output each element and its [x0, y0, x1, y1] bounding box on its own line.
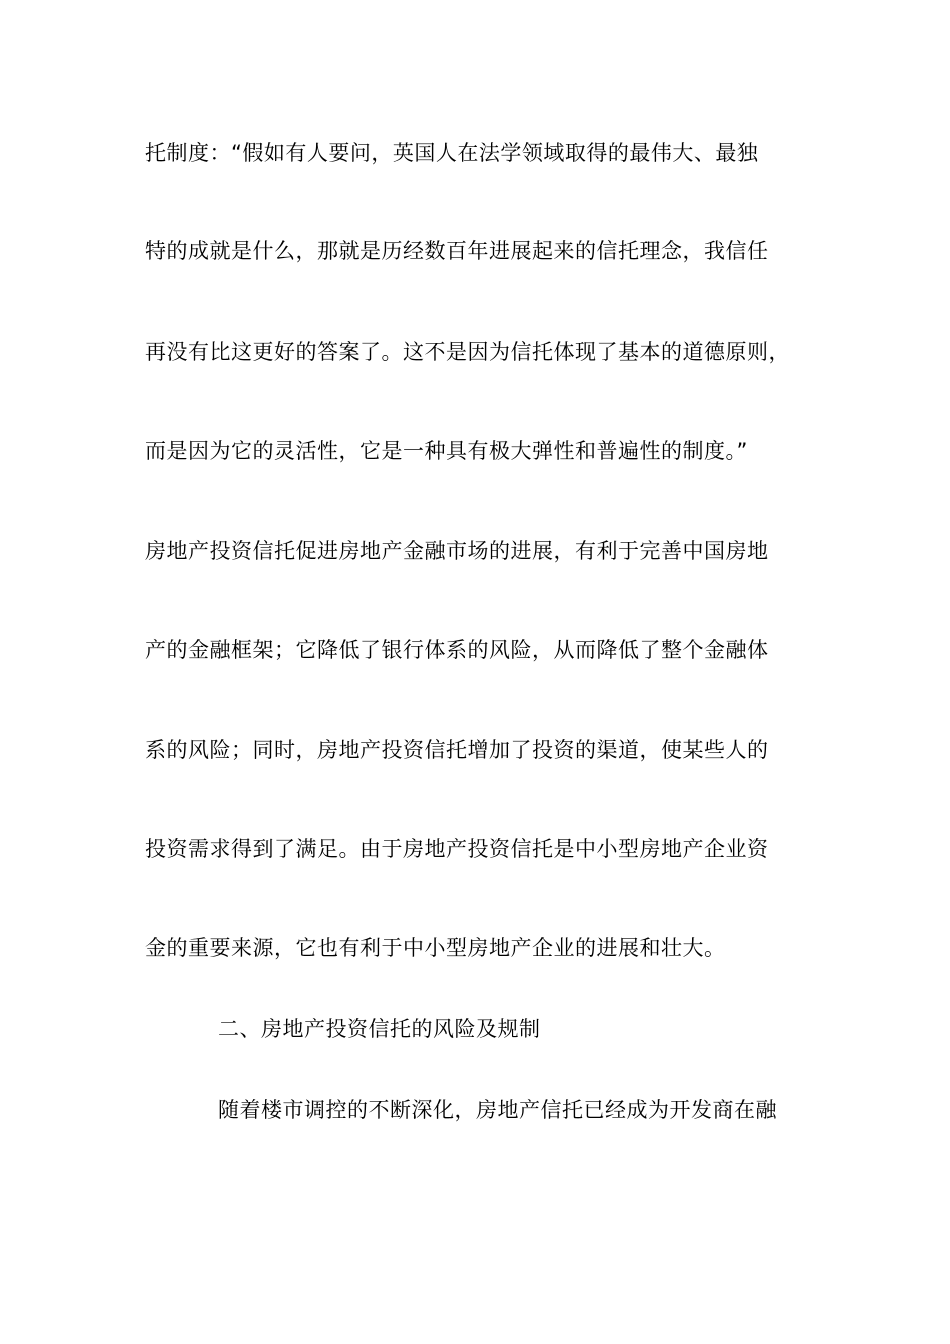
text-line: 金的重要来源，它也有利于中小型房地产企业的进展和壮大。 — [145, 936, 726, 960]
text-line: 系的风险；同时，房地产投资信托增加了投资的渠道，使某些人的 — [145, 738, 769, 762]
text-line: 再没有比这更好的答案了。这不是因为信托体现了基本的道德原则， — [145, 340, 790, 364]
text-line: 房地产投资信托促进房地产金融市场的进展，有利于完善中国房地 — [145, 539, 769, 563]
paragraph-first-line: 随着楼市调控的不断深化，房地产信托已经成为开发商在融 — [218, 1098, 777, 1122]
text-line: 产的金融框架；它降低了银行体系的风险，从而降低了整个金融体 — [145, 638, 769, 662]
section-heading: 二、房地产投资信托的风险及规制 — [218, 1017, 541, 1041]
text-line: 特的成就是什么，那就是历经数百年进展起来的信托理念，我信任 — [145, 239, 769, 263]
text-line: 投资需求得到了满足。由于房地产投资信托是中小型房地产企业资 — [145, 837, 769, 861]
text-line: 托制度：“假如有人要问，英国人在法学领域取得的最伟大、最独 — [145, 141, 759, 165]
text-line: 而是因为它的灵活性，它是一种具有极大弹性和普遍性的制度。” — [145, 439, 748, 463]
